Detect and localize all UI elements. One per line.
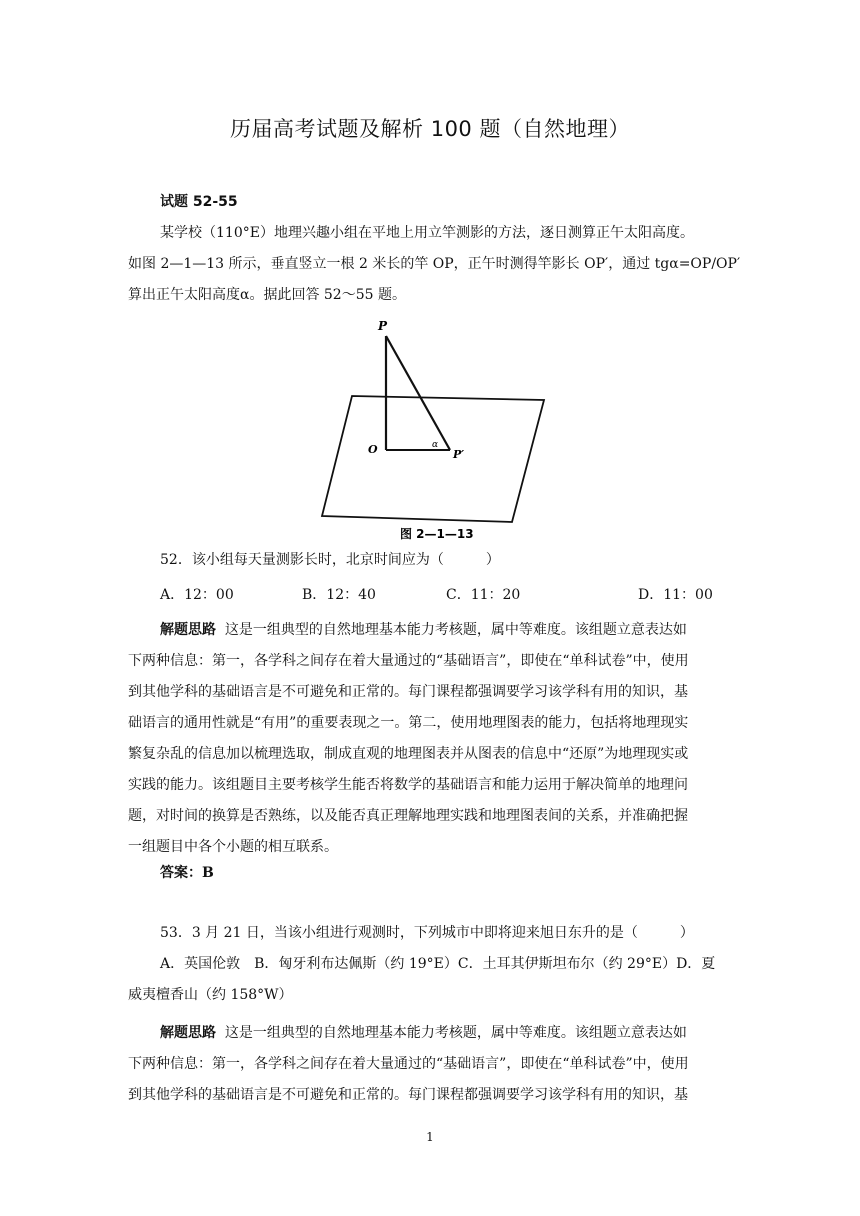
label-p: P	[378, 319, 388, 333]
analysis-line: 到其他学科的基础语言是不可避免和正常的。每门课程都强调要学习该学科有用的知识，基	[128, 1087, 688, 1103]
analysis-line	[128, 1018, 736, 1049]
label-o: O	[368, 443, 378, 456]
analysis-52	[128, 615, 736, 863]
shadow-diagram-figure	[318, 316, 550, 542]
option-a: A．12：00	[160, 587, 234, 603]
option-d: D．11：00	[638, 587, 713, 603]
analysis-line: 繁复杂乱的信息加以梳理选取，制成直观的地理图表并从图表的信息中“还原”为地理现实或	[128, 746, 689, 762]
option-b: B．12：40	[302, 587, 376, 603]
sun-ray	[386, 336, 450, 450]
question-53	[128, 918, 736, 1011]
answer-52: 答案：B	[160, 865, 214, 881]
analysis-line: 一组题目中各个小题的相互联系。	[128, 839, 338, 855]
intro-line: 如图 2—1—13 所示，垂直竖立一根 2 米长的竿 OP，正午时测得竿影长 OP′，通过 tgα=OP/OP′	[128, 256, 741, 272]
ground-plane	[322, 396, 544, 522]
question-53-options: A．英国伦敦 B．匈牙利布达佩斯（约 19°E）C．土耳其伊斯坦布尔（约 29°E）D．夏	[160, 956, 716, 972]
analysis-text: 这是一组典型的自然地理基本能力考核题，属中等难度。该组题立意表达如	[224, 1025, 687, 1041]
analysis-53	[128, 1018, 736, 1111]
analysis-line: 础语言的通用性就是“有用”的重要表现之一。第二，使用地理图表的能力，包括将地理现实	[128, 715, 689, 731]
intro-paragraph	[128, 218, 741, 311]
analysis-line: 题，对时间的换算是否熟练，以及能否真正理解地理实践和地理图表间的关系，并准确把握	[128, 808, 688, 824]
figure-caption: 图 2—1—13	[400, 527, 474, 541]
analysis-line: 下两种信息：第一，各学科之间存在着大量通过的“基础语言”，即使在“单科试卷”中，使用	[128, 653, 689, 669]
question-52	[128, 545, 736, 576]
question-52-stem: 52．该小组每天量测影长时，北京时间应为（ ）	[160, 552, 500, 568]
question-53-options: 威夷檀香山（约 158°W）	[128, 987, 293, 1003]
intro-line: 算出正午太阳高度α。据此回答 52～55 题。	[128, 287, 406, 303]
option-c: C．11：20	[446, 587, 521, 603]
question-53-stem: 53．3 月 21 日，当该小组进行观测时，下列城市中即将迎来旭日东升的是（ ）	[160, 925, 694, 941]
label-alpha: α	[432, 440, 439, 450]
analysis-label: 解题思路	[160, 622, 216, 638]
page-number: 1	[426, 1130, 434, 1144]
intro-line: 某学校（110°E）地理兴趣小组在平地上用立竿测影的方法，逐日测算正午太阳高度。	[160, 225, 694, 241]
analysis-line	[128, 615, 736, 646]
section-heading: 试题 52-55	[160, 194, 238, 210]
label-p-prime: P′	[453, 448, 465, 461]
analysis-label: 解题思路	[160, 1025, 216, 1041]
analysis-line: 到其他学科的基础语言是不可避免和正常的。每门课程都强调要学习该学科有用的知识，基	[128, 684, 688, 700]
analysis-line: 下两种信息：第一，各学科之间存在着大量通过的“基础语言”，即使在“单科试卷”中，使用	[128, 1056, 689, 1072]
analysis-line: 实践的能力。该组题目主要考核学生能否将数学的基础语言和能力运用于解决简单的地理问	[128, 777, 688, 793]
page-title: 历届高考试题及解析 100 题（自然地理）	[230, 117, 630, 141]
analysis-text: 这是一组典型的自然地理基本能力考核题，属中等难度。该组题立意表达如	[224, 622, 687, 638]
